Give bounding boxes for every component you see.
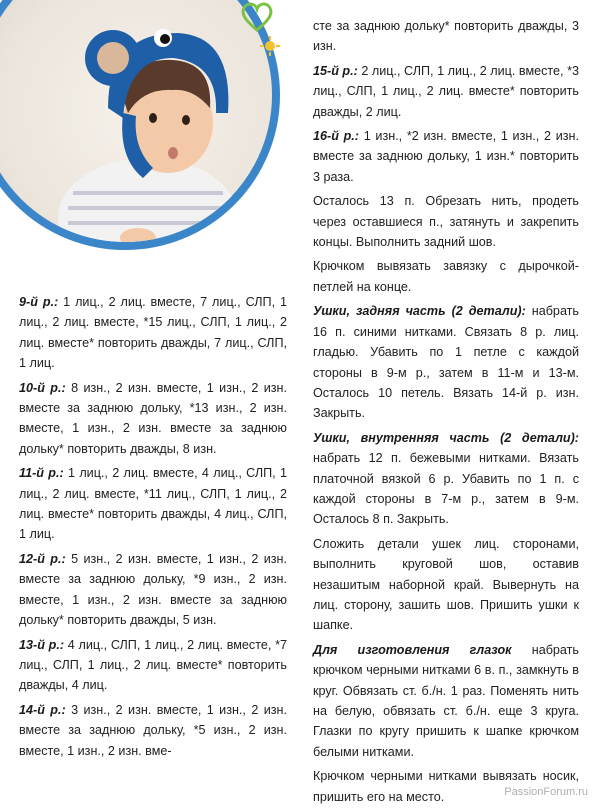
- baby-illustration: [0, 0, 272, 242]
- row-11-paragraph: 11-й р.: 1 лиц., 2 лиц. вместе, 4 лиц., СЛП, 1 лиц., 2 лиц. вместе, *11 лиц., СЛП, 1 лиц., 2 лиц. вместе* повторить дважды, 4 лиц., СЛП, 1 лиц.: [19, 466, 287, 542]
- ears-back-paragraph: Ушки, задняя часть (2 детали): набрать 16 п. синими нитками. Связать 8 р. лиц. гладью. Убавить по 1 петле с каждой стороны в 9-м р., затем в 11-м и 13-м. Осталось 10 петель. Вязать 14-й р. изн. Закрыть.: [313, 304, 579, 421]
- tie-paragraph: Крючком вывязать завязку с дырочкой-петлей на конце.: [313, 259, 579, 294]
- row-10-paragraph: 10-й р.: 8 изн., 2 изн. вместе, 1 изн., 2 изн. вместе за заднюю дольку, *13 изн., 2 изн. вместе, 1 изн., 2 изн. вместе за заднюю дольку* повторить дважды, 8 изн.: [19, 380, 287, 456]
- row-14-continued: сте за заднюю дольку* повторить дважды, 3 изн.: [313, 19, 579, 54]
- row-12-paragraph: 12-й р.: 5 изн., 2 изн. вместе, 1 изн., 2 изн. вместе за заднюю дольку, *9 изн., 2 изн. вместе, 1 изн., 2 изн. вместе за заднюю дольку* повторить дважды, 5 изн.: [19, 551, 287, 628]
- eyes-paragraph: Для изготовления глазок набрать крючком черными нитками 6 в. п., замкнуть в круг. Обвязать ст. б./н. 1 раз. Поменять нить на белую, обвязать ст. б./н. еще 3 круга. Глазки по кругу пришить к шапке крючком белыми нитками.: [313, 642, 579, 759]
- right-column: [313, 16, 579, 811]
- row-13-paragraph: 13-й р.: 4 лиц., СЛП, 1 лиц., 2 лиц. вместе, *7 лиц., СЛП, 1 лиц., 2 лиц. вместе* повторить дважды, 4 лиц.: [19, 637, 288, 693]
- baby-photo: [0, 0, 280, 250]
- heart-icon: [240, 2, 274, 37]
- nose-paragraph: Крючком черными нитками вывязать носик, пришить его на место.: [313, 769, 579, 804]
- left-column: [19, 292, 287, 765]
- row-15-paragraph: 15-й р.: 2 лиц., СЛП, 1 лиц., 2 лиц. вместе, *3 лиц., СЛП, 1 лиц., 2 лиц. вместе* повторить дважды, 2 лиц.: [313, 63, 580, 119]
- watermark: PassionForum.ru: [504, 786, 588, 798]
- row-14-paragraph: 14-й р.: 3 изн., 2 изн. вместе, 1 изн., 2 изн. вместе за заднюю дольку, *5 изн., 2 изн. вместе, 1 изн., 2 изн. вме-: [19, 702, 287, 758]
- row-9-paragraph: 9-й р.: 1 лиц., 2 лиц. вместе, 7 лиц., СЛП, 1 лиц., 2 лиц. вместе, *15 лиц., СЛП, 1 лиц., 2 лиц. вместе* повторить дважды, 7 лиц., СЛП, 1 лиц.: [19, 295, 288, 371]
- sun-icon: [260, 36, 280, 61]
- row-16-paragraph: 16-й р.: 1 изн., *2 изн. вместе, 1 изн., 2 изн. вместе за заднюю дольку, 1 изн.* повторить 3 раза.: [313, 129, 579, 184]
- finish-paragraph: Осталось 13 п. Обрезать нить, продеть через оставшиеся п., затянуть и закрепить концы. Выполнить задний шов.: [313, 194, 579, 250]
- ears-assembly-paragraph: Сложить детали ушек лиц. сторонами, выполнить круговой шов, оставив незашитым наборной край. Вывернуть на лиц. сторону, зашить шов. Пришить ушки к шапке.: [313, 536, 579, 633]
- ears-inner-paragraph: Ушки, внутренняя часть (2 детали): набрать 12 п. бежевыми нитками. Вязать платочной вязкой 6 р. Убавить по 1 п. с каждой стороны в 7-м р., затем в 9-м. Осталось 8 п. Закрыть.: [313, 430, 579, 527]
